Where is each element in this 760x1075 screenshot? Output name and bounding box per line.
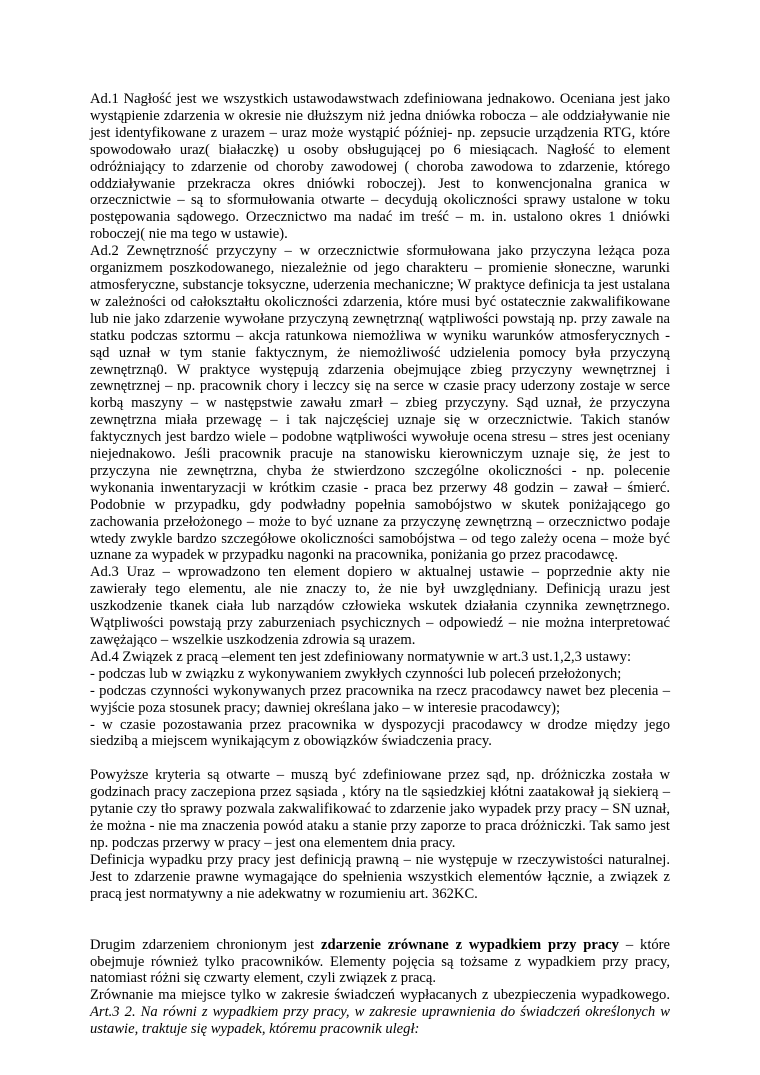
- spacer: [90, 903, 670, 937]
- document-page: [90, 91, 670, 1038]
- paragraph-second-event: [90, 937, 670, 988]
- text-run: – które obejmuje również tylko pracowników. Elementy pojęcia są tożsame z wypadkiem przy pracy, natomiast różni się czwarty element, czyli związek z pracą.: [90, 936, 671, 987]
- paragraph-equalization: [90, 987, 670, 1038]
- text-run: Zrównanie ma miejsce tylko w zakresie świadczeń wypłacanych z ubezpieczenia wypadkowego.: [90, 987, 670, 1004]
- paragraph-ad2: Ad.2 Zewnętrzność przyczyny – w orzecznictwie sformułowana jako przyczyna leżąca poza organizmem poszkodowanego, niezależnie od jego charakteru – promienie słoneczne, warunki atmosferyczne, substancje toksyczne, uderzenia mechaniczne; W praktyce definicja ta jest ustalana w zależności od całokształtu okoliczności zdarzenia, które musi być ostatecznie zakwalifikowane lub nie jako zdarzenie wywołane przyczyną zewnętrzną( wątpliwości powstają np. przy zawale na statku podczas sztormu – akcja ratunkowa niemożliwa w wyniku warunków atmosferycznych - sąd uznał w tym stanie faktycznym, że niemożliwość udzielenia pomocy była przyczyną zewnętrzną0. W praktyce występują zdarzenia obejmujące zbieg przyczyny wewnętrznej i zewnętrznej – np. pracownik chory i leczcy się na serce w czasie pracy uderzony zostaje w serce korbą maszyny – w następstwie zawału zmarł – zbieg przyczyny. Sąd uznał, że przyczyna zewnętrzna miała przewagę – i tak najczęściej uznaje się w orzecznictwie. Takich stanów faktycznych jest bardzo wiele – podobne wątpliwości wywołuje ocena stresu – stres jest oceniany niejednakowo. Jeśli pracownik pracuje na stanowisku kierowniczym uznaje się, że jest to przyczyna nie zewnętrzna, chyba że stwierdzono szczególne okoliczności - np. polecenie wykonania inwentaryzacji w krótkim czasie - praca bez przerwy 48 godzin – zawał – śmierć. Podobnie w przypadku, gdy podwładny popełnia samobójstwo w skutek poniżającego go zachowania przełożonego – może to być uznane za przyczynę zewnętrzną – orzecznictwo podaje wtedy zwykle bardzo szczegółowe okoliczności samobójstwa – od tego zależy ocena – może być uznane za wypadek w przypadku nagonki na pracownika, poniżania go przez pracodawcę.: [90, 243, 670, 564]
- list-item: - podczas lub w związku z wykonywaniem zwykłych czynności lub poleceń przełożonych;: [90, 665, 622, 682]
- list-item: - w czasie pozostawania przez pracownika w dyspozycji pracodawcy w drodze między jego siedzibą a miejscem wynikającym z obowiązków świadczenia pracy.: [90, 716, 670, 750]
- emphasis-term: zdarzenie zrównane z wypadkiem przy pracy: [321, 936, 619, 953]
- paragraph-ad4: Ad.4 Związek z pracą –element ten jest zdefiniowany normatywnie w art.3 ust.1,2,3 ustawy:: [90, 648, 632, 665]
- paragraph-ad1: Ad.1 Nagłość jest we wszystkich ustawodawstwach zdefiniowana jednakowo. Oceniana jest jako wystąpienie zdarzenia w okresie nie dłuższym niż jedna dniówka robocza – ale oddziaływanie nie jest identyfikowane z urazem – uraz może wystąpić później- np. zepsucie urządzenia RTG, które spowodowało uraz( białaczkę) u osoby obsługującej po 6 miesiącach. Nagłość to element odróżniający to zdarzenie od choroby zawodowej ( choroba zawodowa to zdarzenie, którego oddziaływanie przekracza okres dniówki roboczej). Jest to konwencjonalna granica w orzecznictwie – są to sformułowania otwarte – decydują okoliczności sprawy ustalone w toku postępowania sądowego. Orzecznictwo ma nadać im treść – m. in. ustalono okres 1 dniówki roboczej( nie ma tego w ustawie).: [90, 91, 670, 243]
- statute-quote: Art.3 2. Na równi z wypadkiem przy pracy, w zakresie uprawnienia do świadczeń określonych w ustawie, traktuje się wypadek, któremu pracownik uległ:: [90, 1004, 670, 1038]
- paragraph-criteria: Powyższe kryteria są otwarte – muszą być zdefiniowane przez sąd, np. dróżniczka została w godzinach pracy zaczepiona przez sąsiada , który na tle sąsiedzkiej kłótni zaatakował ją siekierą – pytanie czy tło sprawy pozwala zakwalifikować to zdarzenie jako wypadek przy pracy – SN uznał, że można - nie ma znaczenia powód ataku a stanie przy zaporze to praca dróżniczki. Tak samo jest np. podczas przerwy w pracy – jest ona elementem dnia pracy.: [90, 767, 670, 851]
- spacer: [90, 750, 670, 767]
- list-item: - podczas czynności wykonywanych przez pracownika na rzecz pracodawcy nawet bez plecenia – wyjście poza stosunek pracy; dawniej określana jako – w interesie pracodawcy);: [90, 682, 670, 716]
- paragraph-definition: Definicja wypadku przy pracy jest definicją prawną – nie występuje w rzeczywistości naturalnej. Jest to zdarzenie prawne wymagające do spełnienia wszystkich elementów łącznie, a związek z pracą jest normatywny a nie adekwatny w rozumieniu art. 362KC.: [90, 851, 670, 902]
- text-run: Drugim zdarzeniem chronionym jest: [90, 936, 322, 953]
- paragraph-ad3: Ad.3 Uraz – wprowadzono ten element dopiero w aktualnej ustawie – poprzednie akty nie zawierały tego elementu, ale nie znaczy to, że nie był uwzględniany. Definicją urazu jest uszkodzenie tkanek ciała lub narządów człowieka wskutek działania czynnika zewnętrznego. Wątpliwości powstają przy zaburzeniach psychicznych – odpowiedź – nie można interpretować zawężająco – wszelkie uszkodzenia zdrowia są urazem.: [90, 564, 670, 648]
